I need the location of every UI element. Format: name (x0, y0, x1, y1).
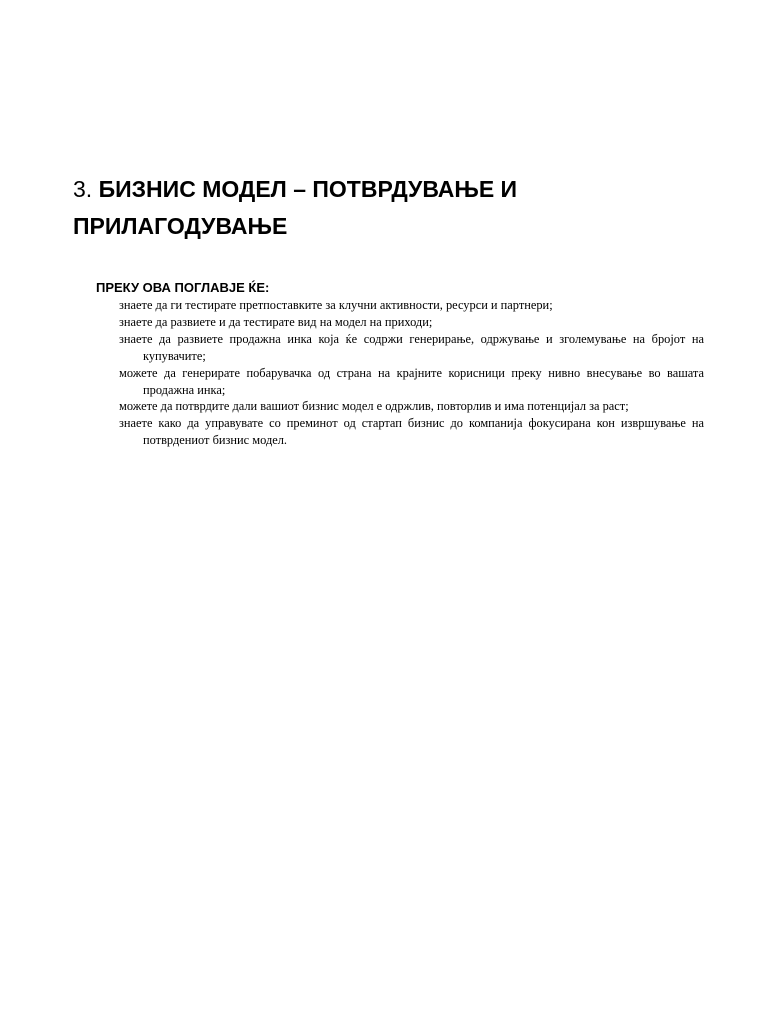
chapter-number: 3. (73, 176, 93, 202)
objective-item: можете да потврдите дали вашиот бизнис модел е одржлив, повторлив и има потенцијал за раст; (119, 399, 629, 414)
objectives-heading: ПРЕКУ ОВА ПОГЛАВЈЕ ЌЕ: (96, 280, 270, 295)
chapter-title-text: БИЗНИС МОДЕЛ – ПОТВРДУВАЊЕ И ПРИЛАГОДУВАЊЕ (73, 176, 518, 239)
objective-item: знаете да ги тестирате претпоставките за клучни активности, ресурси и партнери; (119, 298, 553, 312)
objective-item: можете да генерирате побарувачка од страна на крајните корисници преку нивно внесување во вашата продажна инка; (119, 365, 704, 397)
objective-item: знаете како да управувате со преминот од стартап бизнис до компанија фокусирана кон извршување на потврдениот бизнис модел. (119, 416, 704, 448)
chapter-title (73, 171, 713, 245)
objective-item: знаете да развиете и да тестирате вид на модел на приходи; (119, 314, 433, 329)
objective-item: знаете да развиете продажна инка која ќе содржи генерирање, одржување и зголемување на бројот на купувачите; (119, 331, 704, 363)
objectives-list (119, 297, 704, 449)
